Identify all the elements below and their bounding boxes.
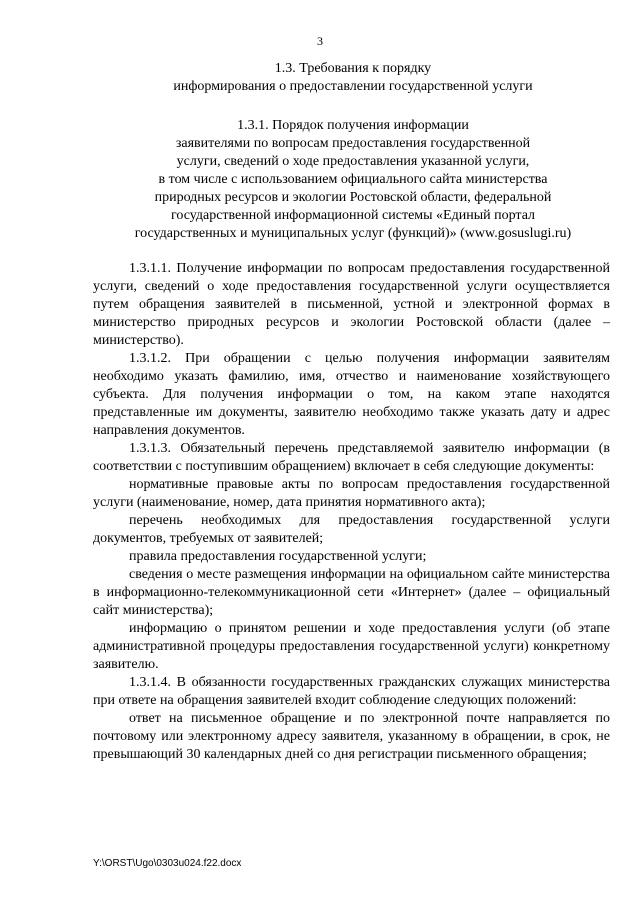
paragraph: 1.3.1.4. В обязанности государственных гражданских служащих министерства при ответе на обращения заявителей входит соблюдение следующих положений: xyxy=(93,675,610,708)
paragraph: 1.3.1.3. Обязательный перечень представляемой заявителю информации (в соответствии с поступившим обращением) включает в себя следующие документы: xyxy=(93,441,610,474)
paragraph: нормативные правовые акты по вопросам предоставления государственной услуги (наименование, номер, дата принятия нормативного акта); xyxy=(93,477,610,510)
paragraph: 1.3.1.2. При обращении с целью получения информации заявителям необходимо указать фамилию, имя, отчество и наименование хозяйствующего субъекта. Для получения информации о том, на каком этапе находятся представленные им документы, заявителю необходимо также указать дату и адрес направления документов. xyxy=(93,351,610,438)
page-number: 3 xyxy=(317,34,323,48)
subsection-heading-line: в том числе с использованием официального сайта министерства xyxy=(158,172,548,187)
subsection-heading-line: заявителями по вопросам предоставления государственной xyxy=(175,136,531,151)
section-heading-line: информирования о предоставлении государственной услуги xyxy=(173,79,533,94)
paragraph: сведения о месте размещения информации на официальном сайте министерства в информационно-телекоммуникационной сети «Интернет» (далее – официальный сайт министерства); xyxy=(93,567,610,618)
subsection-heading-line: государственной информационной системы «Единый портал xyxy=(170,208,536,223)
paragraph: ответ на письменное обращение и по электронной почте направляется по почтовому или электронному адресу заявителя, указанному в обращении, в срок, не превышающий 30 календарных дней со дня регистрации письменного обращения; xyxy=(93,711,610,762)
subsection-heading-line: государственных и муниципальных услуг (функций)» (www.gosuslugi.ru) xyxy=(134,226,572,241)
paragraph: информацию о принятом решении и ходе предоставления услуги (об этапе административной процедуры предоставления государственной услуги) конкретному заявителю. xyxy=(93,621,610,672)
subsection-heading-line: услуги, сведений о ходе предоставления указанной услуги, xyxy=(176,154,530,169)
document-body xyxy=(93,260,610,764)
section-heading xyxy=(100,60,606,96)
subsection-heading xyxy=(100,117,606,243)
section-heading-line: 1.3. Требования к порядку xyxy=(274,61,432,76)
paragraph: правила предоставления государственной услуги; xyxy=(129,549,427,564)
subsection-heading-line: 1.3.1. Порядок получения информации xyxy=(237,118,469,133)
paragraph: перечень необходимых для предоставления государственной услуги документов, требуемых от заявителей; xyxy=(93,513,610,546)
file-path-footer: Y:\ORST\Ugo\0303u024.f22.docx xyxy=(93,858,242,869)
paragraph: 1.3.1.1. Получение информации по вопросам предоставления государственной услуги, сведений о ходе предоставления государственной услуги осуществляется путем обращения заявителей в письменной, устной и электронной формах в министерство природных ресурсов и экологии Ростовской области (далее – министерство). xyxy=(93,261,610,348)
subsection-heading-line: природных ресурсов и экологии Ростовской области, федеральной xyxy=(154,190,552,205)
